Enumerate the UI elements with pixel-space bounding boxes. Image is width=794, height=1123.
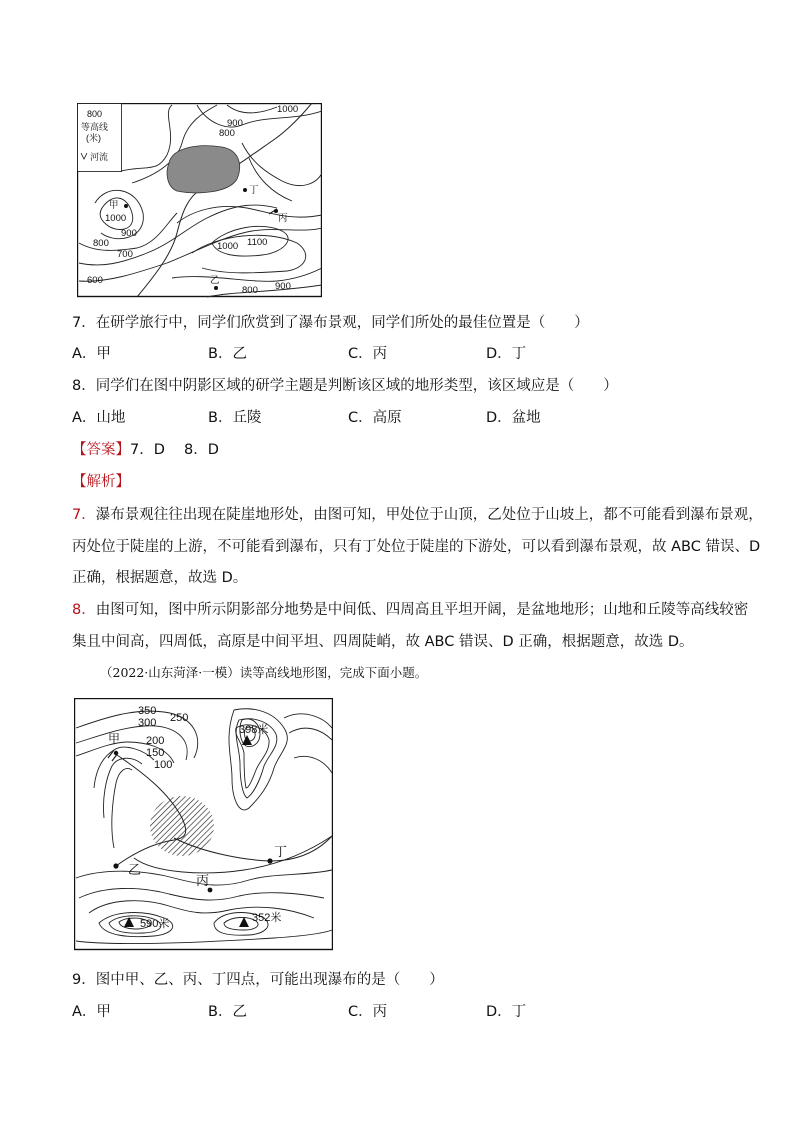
- label-1000-tr: 1000: [277, 104, 299, 115]
- legend-river: 河流: [90, 152, 109, 162]
- q7-option-c[interactable]: C．丙: [348, 346, 388, 362]
- exp7-line1: [72, 505, 763, 525]
- exp7-text1: 瀑布景观往往出现在陡崖地形处，由图可知，甲处位于山顶，乙处位于山坡上，都不可能看到瀑布景观，: [95, 507, 763, 523]
- q8-option-d[interactable]: D．盆地: [486, 410, 541, 426]
- label-350: 350: [138, 705, 157, 717]
- label-900-left: 900: [121, 228, 137, 239]
- label-jia-2: 甲: [108, 732, 121, 746]
- exp8-number: 8．: [72, 602, 96, 618]
- legend-value: 800: [87, 109, 103, 119]
- q8-option-b[interactable]: B．丘陵: [208, 410, 262, 426]
- label-150: 150: [146, 747, 165, 759]
- point-jia: [124, 204, 128, 208]
- legend-unit: (米): [86, 133, 101, 143]
- exp8-line1: [72, 600, 748, 620]
- legend-contour-label: 等高线: [81, 122, 109, 132]
- label-398: 398米: [239, 724, 269, 736]
- label-jia: 甲: [109, 200, 119, 211]
- q9-option-c[interactable]: C．丙: [348, 1004, 388, 1020]
- exp8-line2: 集且中间高，四周低，高原是中间平坦、四周陡峭，故 ABC 错误、D 正确，根据题意，故选 D。: [72, 634, 694, 650]
- label-yi: 乙: [210, 275, 220, 286]
- analysis-label: 【解析】: [72, 474, 130, 490]
- label-800-top: 800: [219, 128, 235, 139]
- label-1100: 1100: [247, 237, 268, 248]
- label-300: 300: [138, 717, 157, 729]
- label-bing-2: 丙: [196, 873, 210, 888]
- q7-option-b[interactable]: B．乙: [208, 346, 247, 362]
- q7-option-d[interactable]: D．丁: [486, 346, 527, 362]
- label-600-left: 600: [87, 275, 103, 286]
- point-yi: [214, 286, 218, 290]
- label-800-left: 800: [93, 238, 109, 249]
- label-200: 200: [146, 735, 165, 747]
- q7-option-a[interactable]: A．甲: [72, 346, 111, 362]
- label-ding: 丁: [249, 185, 259, 196]
- map1-legend: [78, 104, 122, 172]
- label-250: 250: [170, 712, 189, 724]
- point-jia-2: [114, 751, 118, 755]
- point-ding: [243, 188, 247, 192]
- q8-option-a[interactable]: A．山地: [72, 410, 126, 426]
- map2-hatched-area: [150, 796, 214, 856]
- point-bing-2: [208, 888, 213, 893]
- label-800-bottom: 800: [242, 285, 258, 296]
- answer-text: 7．D 8．D: [130, 442, 219, 458]
- answer-label: 【答案】: [72, 442, 130, 458]
- label-352: 352米: [252, 912, 282, 924]
- map1-shaded-area: [167, 146, 240, 193]
- label-yi-2: 乙: [128, 862, 142, 877]
- label-900-top: 900: [227, 118, 243, 129]
- label-ding-2: 丁: [274, 844, 288, 859]
- point-ding-2: [267, 858, 272, 863]
- contour-map-1: [77, 103, 322, 298]
- q8-option-c[interactable]: C．高原: [348, 410, 402, 426]
- answer-line: [72, 440, 219, 460]
- label-bing: 丙: [278, 213, 288, 224]
- exp8-text1: 由图可知，图中所示阴影部分地势是中间低、四周高且平坦开阔，是盆地地形；山地和丘陵等高线较密: [95, 602, 749, 618]
- q8-stem: 8．同学们在图中阴影区域的研学主题是判断该区域的地形类型，该区域应是（ ）: [72, 378, 618, 394]
- label-1000-mid: 1000: [217, 241, 239, 252]
- source-line: （2022·山东菏泽·一模）读等高线地形图，完成下面小题。: [100, 665, 428, 680]
- q9-option-d[interactable]: D．丁: [486, 1004, 527, 1020]
- q7-stem: 7．在研学旅行中，同学们欣赏到了瀑布景观，同学们所处的最佳位置是（ ）: [72, 315, 589, 331]
- exp7-line2: 丙处位于陡崖的上游，不可能看到瀑布，只有丁处位于陡崖的下游处，可以看到瀑布景观，故 ABC 错误、D: [72, 539, 761, 555]
- label-1000-left: 1000: [105, 213, 127, 224]
- label-590: 590米: [140, 918, 170, 930]
- label-100: 100: [154, 759, 173, 771]
- label-900-bottom: 900: [275, 281, 291, 292]
- point-yi-2: [113, 863, 118, 868]
- exp7-line3: 正确，根据题意，故选 D。: [72, 570, 248, 586]
- label-700-left: 700: [117, 249, 133, 260]
- q9-option-a[interactable]: A．甲: [72, 1004, 111, 1020]
- exp7-number: 7．: [72, 507, 96, 523]
- q9-option-b[interactable]: B．乙: [208, 1004, 247, 1020]
- contour-map-2: [74, 698, 333, 951]
- q9-stem: 9．图中甲、乙、丙、丁四点，可能出现瀑布的是（ ）: [72, 972, 444, 988]
